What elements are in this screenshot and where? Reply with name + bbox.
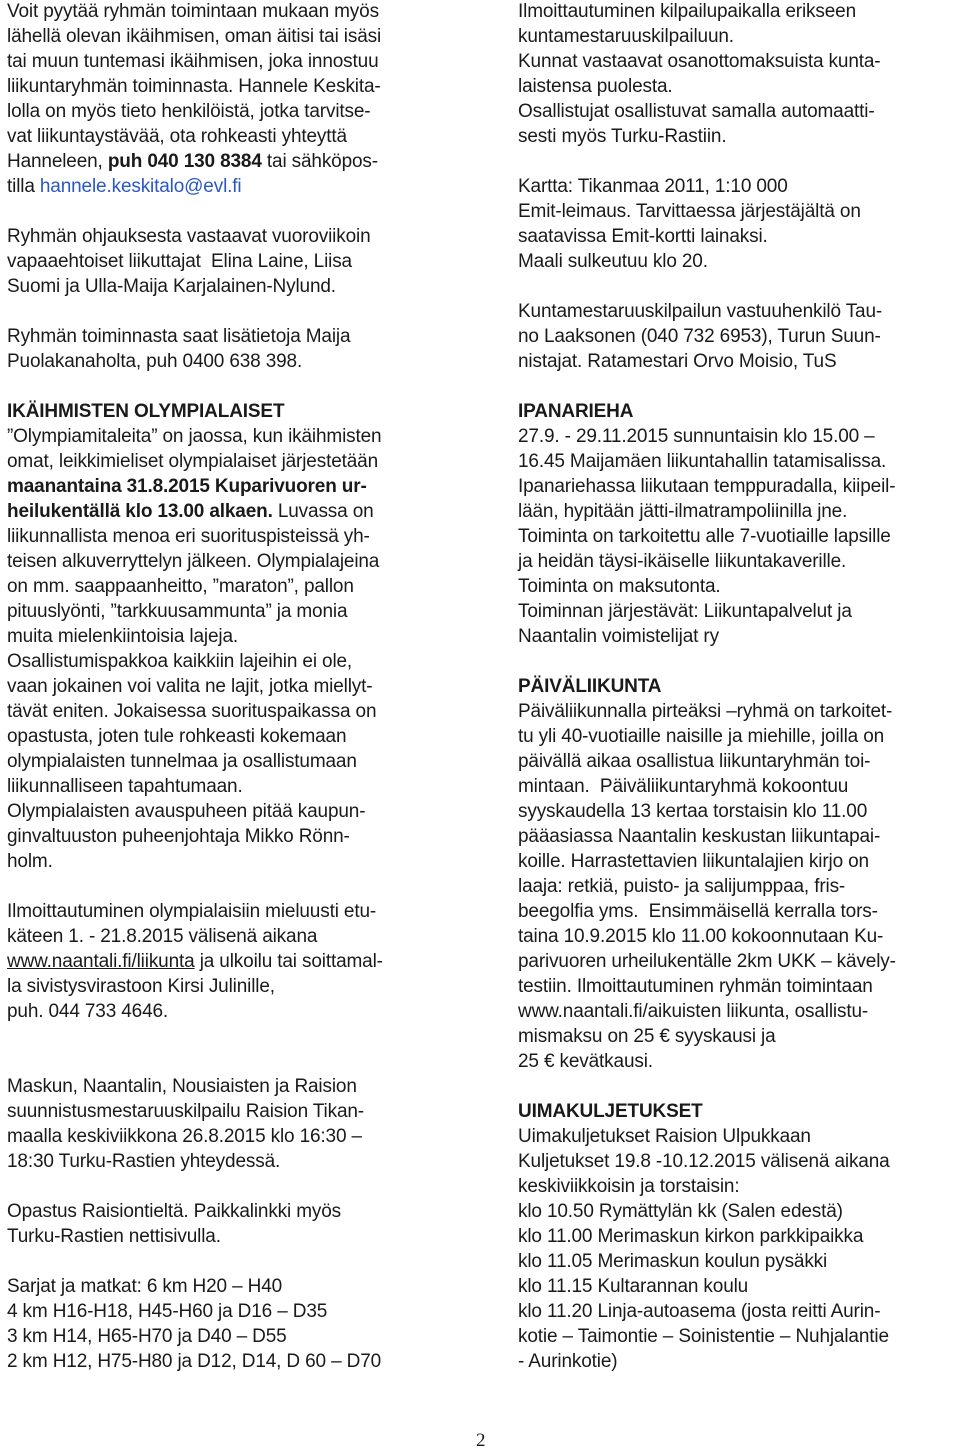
contact-person-line: Kuntamestaruuskilpailun vastuuhenkilö Tau- [518, 301, 883, 322]
olympics-line: liikunnalliseen tapahtumaan. [7, 776, 243, 797]
uimakuljetukset-line: klo 10.50 Rymättylän kk (Salen edestä) [518, 1201, 843, 1222]
register-link-post: ja ulkoilu tai soittamal- [194, 951, 383, 972]
olympics-line: vaan jokainen voi valita ne lajit, jotka miellyt- [7, 676, 373, 697]
register-line: Ilmoittautuminen olympialaisiin mieluusti etu- [7, 901, 377, 922]
ipanarieha-line: ja heidän täysi-ikäiselle liikuntakaverille. [518, 551, 847, 572]
uimakuljetukset-line: Uimakuljetukset Raision Ulpukkaan [518, 1126, 811, 1147]
intro-line: lolla on myös tieto henkilöistä, jotka tarvitse- [7, 101, 371, 122]
olympics-line: ginvaltuuston puheenjohtaja Mikko Rönn- [7, 826, 350, 847]
uimakuljetukset-line: klo 11.00 Merimaskun kirkon parkkipaikka [518, 1226, 864, 1247]
paivaliikunta-heading: PÄIVÄLIIKUNTA [518, 676, 662, 697]
contact-person-line: nistajat. Ratamestari Orvo Moisio, TuS [518, 351, 837, 372]
uimakuljetukset-line: klo 11.20 Linja-autoasema (josta reitti Aurin- [518, 1301, 881, 1322]
contact-post: tai sähköpos- [261, 151, 378, 172]
intro-line: liikuntaryhmän toiminnasta. Hannele Keskita- [7, 76, 381, 97]
olympics-line: omat, leikkimieliset olympialaiset järjestetään [7, 451, 378, 472]
registration-line: sesti myös Turku-Rastiin. [518, 126, 727, 147]
email-line [7, 175, 241, 199]
uimakuljetukset-line: klo 11.05 Merimaskun koulun pysäkki [518, 1251, 828, 1272]
paivaliikunta-line: laaja: retkiä, puisto- ja salijumppaa, fris- [518, 876, 846, 897]
email-link[interactable]: hannele.keskitalo@evl.fi [39, 176, 242, 197]
register-link-line [7, 950, 383, 974]
series-line: 3 km H14, H65-H70 ja D40 – D55 [7, 1326, 287, 1347]
register-line: puh. 044 733 4646. [7, 1001, 169, 1022]
contact-phone: puh 040 130 8384 [107, 151, 262, 172]
olympics-line: olympialaisten tunnelmaa ja osallistumaan [7, 751, 357, 772]
uimakuljetukset-heading: UIMAKULJETUKSET [518, 1101, 703, 1122]
olympics-line: muita mielenkiintoisia lajeja. [7, 626, 238, 647]
ipanarieha-line: Toiminnan järjestävät: Liikuntapalvelut ja [518, 601, 852, 622]
paivaliikunta-line: Päiväliikunnalla pirteäksi –ryhmä on tarkoitet- [518, 701, 893, 722]
map-line: Emit-leimaus. Tarvittaessa järjestäjältä on [518, 201, 861, 222]
guides-line: vapaaehtoiset liikuttajat Elina Laine, Liisa [7, 251, 352, 272]
paivaliikunta-line: mismaksu on 25 € syyskausi ja [518, 1026, 776, 1047]
olympics-line: ”Olympiamitaleita” on jaossa, kun ikäihmisten [7, 426, 382, 447]
guidance-line: Opastus Raisiontieltä. Paikkalinkki myös [7, 1201, 342, 1222]
info-line: Puolakanaholta, puh 0400 638 398. [7, 351, 303, 372]
guides-line: Suomi ja Ulla-Maija Karjalainen-Nylund. [7, 276, 336, 297]
paivaliikunta-line: mintaan. Päiväliikuntaryhmä kokoontuu [518, 776, 849, 797]
uimakuljetukset-line: - Aurinkotie) [518, 1351, 618, 1372]
registration-line: kuntamestaruuskilpailuun. [518, 26, 734, 47]
intro-line: vat liikuntaystävää, ota rohkeasti yhteyttä [7, 126, 347, 147]
uimakuljetukset-line: klo 11.15 Kultarannan koulu [518, 1276, 749, 1297]
registration-line: Ilmoittautuminen kilpailupaikalla erikseen [518, 1, 856, 22]
olympics-line: holm. [7, 851, 53, 872]
uimakuljetukset-line: Kuljetukset 19.8 -10.12.2015 välisenä aikana [518, 1151, 890, 1172]
email-pre: tilla [7, 176, 40, 197]
ipanarieha-line: Naantalin voimistelijat ry [518, 626, 719, 647]
intro-line: Voit pyytää ryhmän toimintaan mukaan myös [7, 1, 379, 22]
register-line: la sivistysvirastoon Kirsi Julinille, [7, 976, 275, 997]
intro-line: lähellä olevan ikäihmisen, oman äitisi tai isäsi [7, 26, 382, 47]
olympics-time-post: Luvassa on [272, 501, 374, 522]
paivaliikunta-line: koille. Harrastettavien liikuntalajien kirjo on [518, 851, 869, 872]
uimakuljetukset-line: kotie – Taimontie – Soinistentie – Nuhjalantie [518, 1326, 889, 1347]
contact-pre: Hanneleen, [7, 151, 108, 172]
paivaliikunta-line: www.naantali.fi/aikuisten liikunta, osallistu- [518, 1001, 869, 1022]
page-number: 2 [476, 1430, 486, 1451]
orienteering-line: maalla keskiviikkona 26.8.2015 klo 16:30 – [7, 1126, 362, 1147]
ipanarieha-line: 16.45 Maijamäen liikuntahallin tatamisalissa. [518, 451, 887, 472]
paivaliikunta-line: 25 € kevätkausi. [518, 1051, 653, 1072]
paivaliikunta-line: beegolfia yms. Ensimmäisellä kerralla tors- [518, 901, 878, 922]
olympics-line: tävät eniten. Jokaisessa suorituspaikassa on [7, 701, 377, 722]
map-line: saatavissa Emit-kortti lainaksi. [518, 226, 768, 247]
olympics-line: opastusta, joten tule rohkeasti kokemaan [7, 726, 347, 747]
paivaliikunta-line: syyskaudella 13 kertaa torstaisin klo 11.00 [518, 801, 868, 822]
contact-person-line: no Laaksonen (040 732 6953), Turun Suun- [518, 326, 881, 347]
olympics-time: heilukentällä klo 13.00 alkaen. [7, 501, 273, 522]
ipanarieha-heading: IPANARIEHA [518, 401, 634, 422]
olympics-time-line [7, 500, 374, 524]
orienteering-line: Maskun, Naantalin, Nousiaisten ja Raision [7, 1076, 357, 1097]
paivaliikunta-line: tu yli 40-vuotiaille naisille ja miehille, joilla on [518, 726, 885, 747]
paivaliikunta-line: taina 10.9.2015 klo 11.00 kokoonnutaan Ku- [518, 926, 884, 947]
map-line: Kartta: Tikanmaa 2011, 1:10 000 [518, 176, 788, 197]
paivaliikunta-line: päivällä aikaa osallistua liikuntaryhmän toi- [518, 751, 871, 772]
olympics-line: liikunnallista menoa eri suorituspisteissä yh- [7, 526, 370, 547]
register-line: käteen 1. - 21.8.2015 välisenä aikana [7, 926, 318, 947]
series-line: 4 km H16-H18, H45-H60 ja D16 – D35 [7, 1301, 328, 1322]
registration-line: laistensa puolesta. [518, 76, 673, 97]
orienteering-line: 18:30 Turku-Rastien yhteydessä. [7, 1151, 281, 1172]
registration-line: Kunnat vastaavat osanottomaksuista kunta- [518, 51, 881, 72]
uimakuljetukset-line: keskiviikkoisin ja torstaisin: [518, 1176, 740, 1197]
olympics-line: Osallistumispakkoa kaikkiin lajeihin ei ole, [7, 651, 353, 672]
ipanarieha-line: 27.9. - 29.11.2015 sunnuntaisin klo 15.00 – [518, 426, 875, 447]
info-line: Ryhmän toiminnasta saat lisätietoja Maija [7, 326, 351, 347]
olympics-line: Olympialaisten avauspuheen pitää kaupun- [7, 801, 366, 822]
guides-line: Ryhmän ohjauksesta vastaavat vuoroviikoin [7, 226, 371, 247]
contact-line [7, 150, 378, 174]
register-link[interactable]: www.naantali.fi/liikunta [7, 951, 195, 972]
olympics-line: teisen alkuverryttelyn jälkeen. Olympialajeina [7, 551, 380, 572]
guidance-line: Turku-Rastien nettisivulla. [7, 1226, 221, 1247]
paivaliikunta-line: testiin. Ilmoittautuminen ryhmän toimintaan [518, 976, 873, 997]
orienteering-line: suunnistusmestaruuskilpailu Raision Tikan- [7, 1101, 364, 1122]
series-line: Sarjat ja matkat: 6 km H20 – H40 [7, 1276, 283, 1297]
olympics-line: on mm. saappaanheitto, ”maraton”, pallon [7, 576, 354, 597]
ipanarieha-line: lään, hypitään jätti-ilmatrampoliinilla jne. [518, 501, 848, 522]
registration-line: Osallistujat osallistuvat samalla automaatti- [518, 101, 875, 122]
ipanarieha-line: Toiminta on tarkoitettu alle 7-vuotiaille lapsille [518, 526, 891, 547]
map-line: Maali sulkeutuu klo 20. [518, 251, 708, 272]
intro-line: tai muun tuntemasi ikäihmisen, joka innostuu [7, 51, 379, 72]
paivaliikunta-line: parivuoren urheilukentälle 2km UKK – kävely- [518, 951, 896, 972]
olympics-heading: IKÄIHMISTEN OLYMPIALAISET [7, 401, 285, 422]
paivaliikunta-line: pääasiassa Naantalin keskustan liikuntapai- [518, 826, 881, 847]
series-line: 2 km H12, H75-H80 ja D12, D14, D 60 – D70 [7, 1351, 382, 1372]
olympics-line: pituuslyönti, ”tarkkuusammunta” ja monia [7, 601, 348, 622]
ipanarieha-line: Ipanariehassa liikutaan temppuradalla, kiipeil- [518, 476, 896, 497]
olympics-date-line: maanantaina 31.8.2015 Kuparivuoren ur- [7, 476, 367, 497]
ipanarieha-line: Toiminta on maksutonta. [518, 576, 721, 597]
